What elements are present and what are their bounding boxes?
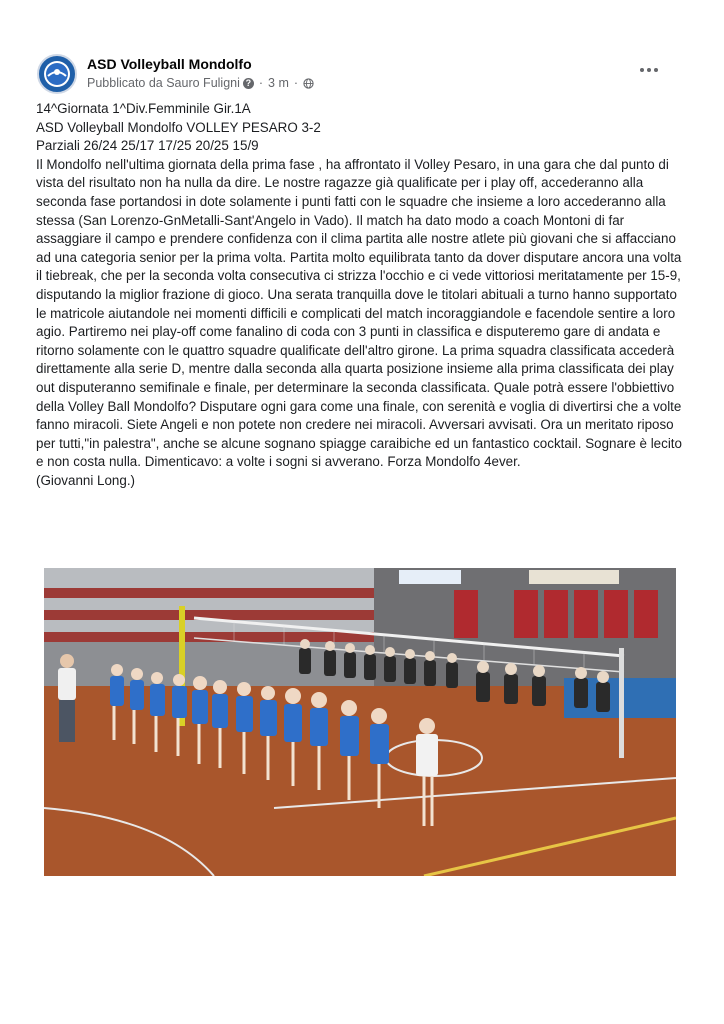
text-line-result: ASD Volleyball Mondolfo VOLLEY PESARO 3-2 xyxy=(36,119,321,135)
globe-icon[interactable] xyxy=(303,78,314,89)
question-circle-icon[interactable]: ? xyxy=(243,78,254,89)
post-photo[interactable] xyxy=(44,568,676,876)
post-meta xyxy=(87,76,314,90)
more-dots-icon xyxy=(647,68,651,72)
club-logo-icon xyxy=(42,59,72,89)
text-author: (Giovanni Long.) xyxy=(36,472,135,488)
text-line-sets: Parziali 26/24 25/17 17/25 20/25 15/9 xyxy=(36,138,259,154)
more-dots-icon xyxy=(654,68,658,72)
text-line-round: 14^Giornata 1^Div.Femminile Gir.1A xyxy=(36,101,251,116)
page-avatar[interactable] xyxy=(37,54,77,94)
post-time[interactable]: 3 m xyxy=(268,76,289,90)
text-paragraph: Il Mondolfo nell'ultima giornata della prima fase , ha affrontato il Volley Pesaro, in una gara che dal punto di vista del risultato non ha nulla da dire. Le nostre ragazze già qualificate per i play off, accederanno alla seconda fase portandosi in dote solamente i punti fatti con le squadre che insieme a loro accederanno alla stessa (San Lorenzo-GnMetalli-Sant'Angelo in Vado). Il match ha dato modo a coach Montoni di far assaggiare il campo e prendere confidenza con il clima partita alle nostre atlete più giovani che si affacciano ad una categoria senior per la prima volta. Partita molto equilibrata tanto da dover disputare ancora una volta il tiebreak, che per la seconda volta consecutiva ci strizza l'occhio e ci vede vittoriosi meritatamente per 15-9, disputando la miglior frazione di gioco. Una serata tranquilla dove le titolari abituali a turno hanno supportato le matricole aiutandole nei momenti difficili e complicati del match incoraggiandole e facendole sentire a loro agio. Partiremo nei play-off come fanalino di coda con 3 punti in classifica e disputeremo gare di andata e ritorno solamente con le quattro squadre qualificate dell'altro girone. La prima squadra classificata accederà direttamente alla serie D, mentre dalla seconda alla quarta posizione insieme alla prima classificata dei play out disputeranno semifinale e finale, per determinare la seconda classificata. Quale potrà essere l'obbiettivo della Volley Ball Mondolfo? Disputare ogni gara come una finale, con serenità e voglia di divertirsi che a volte fanno miracoli. Siete Angeli e non potete non credere nei miracoli. Avversari avvisati. Ora un meritato riposo per tutti,"in palestra", anche se alcune sognano spiagge caraibiche ed un fantastico cocktail. Sognare è lecito e non costa nulla. Dimenticavo: a volte i sogni si avverano. Forza Mondolfo 4ever. xyxy=(36,156,682,470)
post-header xyxy=(37,52,677,94)
published-by[interactable]: Pubblicato da Sauro Fuligni xyxy=(87,76,240,90)
post-text xyxy=(36,100,686,490)
more-options-button[interactable] xyxy=(635,60,663,80)
more-dots-icon xyxy=(640,68,644,72)
meta-separator: · xyxy=(258,76,264,90)
volleyball-teams-photo xyxy=(44,568,676,876)
page-name-link[interactable]: ASD Volleyball Mondolfo xyxy=(87,56,252,72)
meta-separator: · xyxy=(293,76,299,90)
